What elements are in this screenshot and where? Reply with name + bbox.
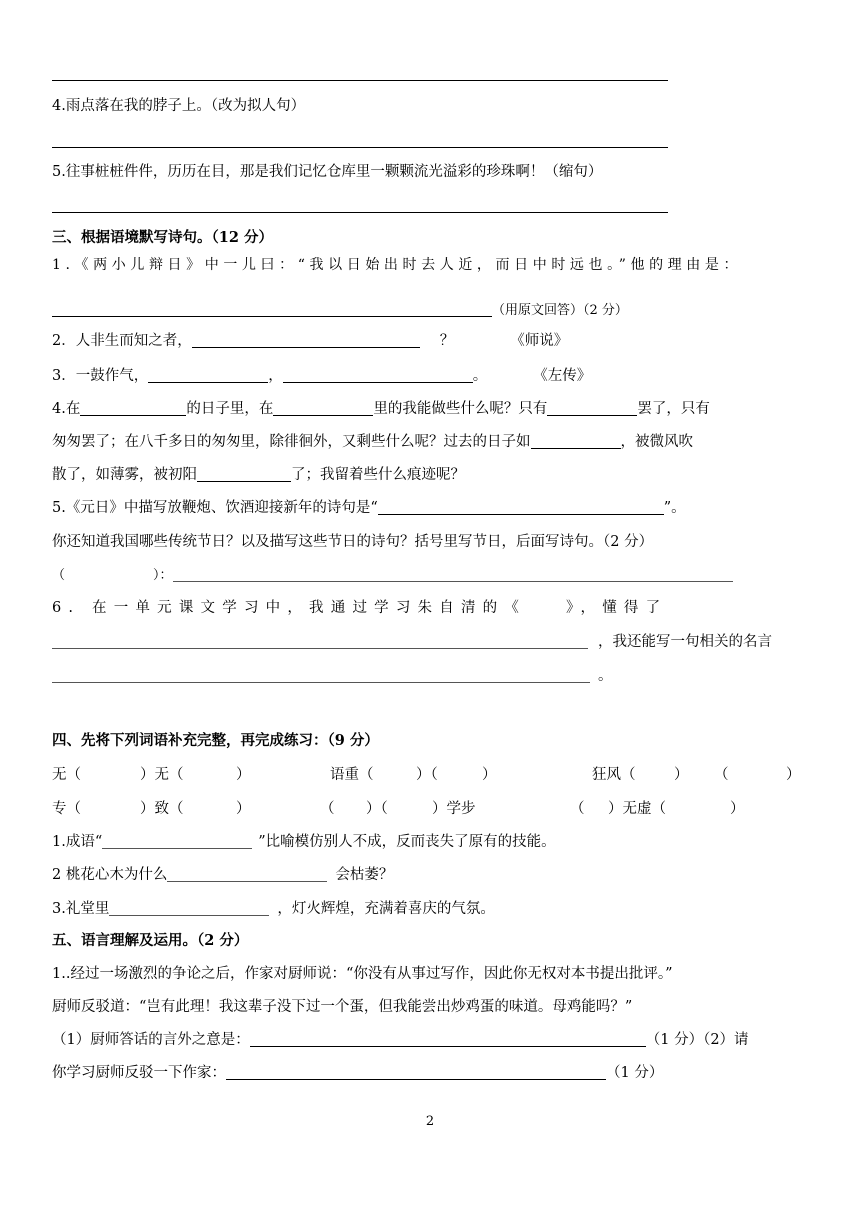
answer-blank[interactable]	[192, 332, 420, 348]
q3-2-source: 《师说》	[510, 333, 569, 349]
answer-blank[interactable]	[273, 400, 373, 416]
q4-3	[52, 899, 495, 919]
text: 会枯萎？	[335, 867, 394, 883]
answer-line[interactable]	[52, 80, 668, 81]
idiom-part: ）	[674, 767, 689, 783]
text: 你学习厨师反驳一下作家：	[52, 1065, 226, 1081]
idiom-part: （	[570, 801, 585, 817]
text: 罢了，只有	[637, 401, 710, 417]
q5-line-3	[52, 1030, 749, 1050]
q3-6-line-3	[52, 666, 613, 686]
answer-blank[interactable]	[531, 433, 621, 449]
idiom-part: ）（	[366, 801, 388, 817]
answer-blank[interactable]	[80, 400, 186, 416]
answer-blank[interactable]	[52, 633, 588, 649]
idiom-part: 狂风（	[592, 767, 636, 783]
q3-3	[52, 366, 591, 386]
q3-3-comma: ，	[268, 368, 283, 384]
text: ”比喻模仿别人不成，反而丧失了原有的技能。	[258, 834, 556, 850]
idiom-part: （	[714, 767, 729, 783]
text: ，灯火辉煌，充满着喜庆的气氛。	[277, 901, 495, 917]
answer-blank[interactable]	[250, 1031, 646, 1047]
text: （1）厨师答话的言外之意是：	[52, 1032, 250, 1048]
text: 散了，如薄雾，被初阳	[52, 467, 197, 483]
section-4-heading: 四、先将下列词语补充完整，再完成练习：（9 分）	[52, 732, 379, 749]
page-number: 2	[425, 1114, 435, 1129]
answer-line[interactable]	[52, 212, 668, 213]
q4-1	[52, 832, 556, 852]
answer-blank[interactable]	[109, 900, 269, 916]
text: 匆匆罢了；在八千多日的匆匆里，除徘徊外，又剩些什么呢？过去的日子如	[52, 434, 531, 450]
q3-3-period: 。	[472, 368, 488, 384]
q3-4-line-3	[52, 465, 465, 485]
idiom-part: ）	[482, 767, 497, 783]
idiom-part: ）无（	[140, 767, 184, 783]
text: 里的我能做些什么呢？只有	[373, 401, 548, 417]
idiom-part: ）无虚（	[608, 801, 666, 817]
answer-blank[interactable]	[52, 667, 590, 683]
idiom-part: ）	[236, 767, 251, 783]
q5-line-2: 厨师反驳道：“岂有此理！我这辈子没下过一个蛋，但我能尝出炒鸡蛋的味道。母鸡能吗？”	[52, 999, 633, 1015]
q3-1-text: 1.《两小儿辩日》中一儿曰：“我以日始出时去人近，而日中时远也。”他的理由是：	[52, 257, 743, 273]
answer-blank[interactable]	[197, 466, 291, 482]
q3-2-text: 2．人非生而知之者，	[52, 333, 192, 349]
idiom-part: ）学步	[432, 801, 476, 817]
q3-3-source: 《左传》	[533, 368, 592, 384]
answer-blank[interactable]	[148, 367, 268, 383]
section-3-heading: 三、根据语境默写诗句。（12 分）	[52, 229, 273, 246]
answer-line[interactable]	[52, 147, 668, 148]
q3-2-mark: ？	[439, 333, 455, 349]
text: 6. 在一单元课文学习中，我通过学习朱自清的《	[52, 600, 527, 616]
q5-line-4	[52, 1063, 663, 1083]
text: 2 桃花心木为什么	[52, 867, 168, 883]
q5-line-1: 1..经过一场激烈的争论之后，作家对厨师说：“你没有从事过写作，因此你无权对本书提出批评。”	[52, 966, 673, 982]
text: 1.成语“	[52, 834, 103, 850]
answer-blank[interactable]	[52, 301, 492, 317]
answer-blank[interactable]	[378, 499, 664, 515]
answer-blank[interactable]	[102, 833, 252, 849]
idiom-part: ）致（	[140, 801, 184, 817]
text: ）：	[153, 568, 173, 583]
text: （1 分）	[606, 1065, 664, 1081]
answer-blank[interactable]	[226, 1064, 606, 1080]
text: 5.《元日》中描写放鞭炮、饮酒迎接新年的诗句是“	[52, 500, 378, 516]
idiom-part: ）	[236, 801, 251, 817]
q3-3-text: 3．一鼓作气，	[52, 368, 149, 384]
q3-5-line-2: 你还知道我国哪些传统节日？以及描写这些节日的诗句？括号里写节日，后面写诗句。（2 分）	[52, 534, 654, 550]
text: （1 分）（2）请	[645, 1032, 749, 1048]
rewrite-item-4: 4.雨点落在我的脖子上。（改为拟人句）	[52, 98, 306, 114]
q3-5-line-3	[52, 566, 733, 586]
q3-6-line-2	[52, 632, 772, 652]
idiom-part: 语重（	[330, 767, 374, 783]
text: ，被微风吹	[620, 434, 693, 450]
q3-2	[52, 331, 568, 351]
text: 的日子里，在	[186, 401, 274, 417]
text: 4.在	[52, 401, 81, 417]
idiom-part: （	[320, 801, 335, 817]
text: ，我还能写一句相关的名言	[598, 634, 772, 650]
text: （	[52, 568, 66, 583]
text: 3.礼堂里	[52, 901, 110, 917]
answer-blank[interactable]	[173, 566, 733, 582]
q3-5-line-1	[52, 498, 686, 518]
section-5-heading: 五、语言理解及运用。（2 分）	[52, 932, 249, 949]
answer-blank[interactable]	[547, 400, 637, 416]
text: ”。	[663, 500, 686, 516]
idiom-part: ）	[730, 801, 745, 817]
rewrite-item-5: 5.往事桩桩件件，历历在目，那是我们记忆仓库里一颗颗流光溢彩的珍珠啊！（缩句）	[52, 164, 603, 180]
q3-1-note: （用原文回答）（2 分）	[492, 303, 628, 318]
q4-2	[52, 865, 393, 885]
text: 》，懂得了	[566, 600, 668, 616]
idiom-part: 专（	[52, 801, 81, 817]
answer-blank[interactable]	[283, 367, 473, 383]
q3-1-answer-row	[52, 300, 628, 321]
idiom-part: 无（	[52, 767, 81, 783]
q3-4-line-1	[52, 399, 710, 419]
idiom-part: ）	[786, 767, 801, 783]
q3-6-line-1	[52, 598, 667, 618]
text: 了；我留着些什么痕迹呢？	[291, 467, 465, 483]
answer-blank[interactable]	[167, 866, 327, 882]
text: 。	[598, 668, 613, 684]
idiom-part: ）（	[416, 767, 438, 783]
q3-4-line-2	[52, 432, 693, 452]
